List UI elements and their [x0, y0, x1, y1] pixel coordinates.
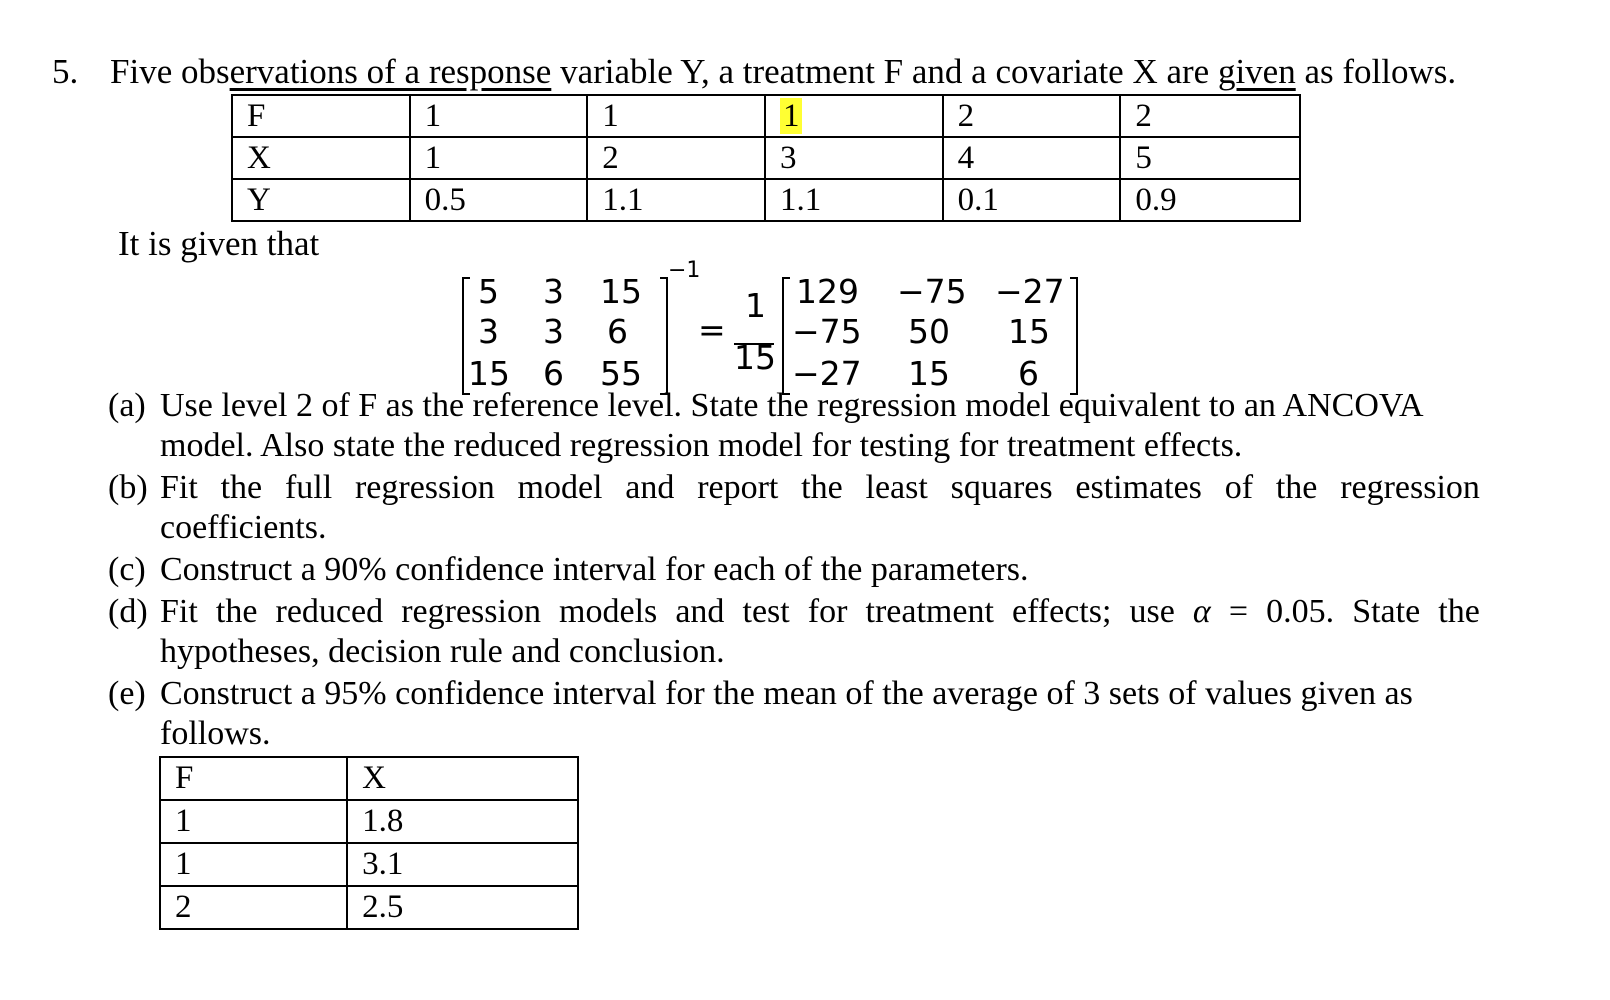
matrix-right-entry: 15: [1008, 312, 1050, 351]
highlighted-value: 1: [780, 98, 803, 134]
part-e-label: (e): [108, 675, 146, 712]
data-table: [231, 94, 1301, 222]
column-header-x: X: [347, 757, 578, 800]
part-b-word: the: [220, 469, 263, 506]
column-header-f: F: [160, 757, 347, 800]
table-header-row: [160, 757, 578, 800]
table-row-x: [232, 137, 1300, 179]
matrix-right-entry: 15: [908, 354, 950, 393]
table-cell: 0.9: [1120, 179, 1300, 221]
fraction-denominator: 15: [734, 338, 776, 377]
part-e-line-2: follows.: [160, 715, 271, 752]
matrix-right-entry: 129: [796, 272, 859, 311]
part-d-word: reduced: [275, 593, 384, 630]
equals-sign: =: [698, 310, 726, 349]
part-b-word: squares: [950, 469, 1053, 506]
table-cell: 2: [160, 886, 347, 929]
table-cell: 1: [410, 137, 588, 179]
row-label-x: X: [232, 137, 410, 179]
part-b-word: estimates: [1075, 469, 1202, 506]
row-label-f: F: [232, 95, 410, 137]
table-cell: 4: [943, 137, 1121, 179]
intro-part-1: Five obs: [110, 52, 230, 91]
values-table: [159, 756, 579, 930]
part-d-word: Fit: [160, 593, 198, 630]
part-d-word: for: [807, 593, 848, 630]
alpha-symbol: α: [1192, 593, 1211, 630]
fraction-numerator: 1: [745, 286, 766, 325]
table-cell: 2: [587, 137, 765, 179]
part-c-line-1: Construct a 90% confidence interval for each of the parameters.: [160, 551, 1029, 588]
part-b-word: the: [1275, 469, 1318, 506]
table-cell: 1.1: [587, 179, 765, 221]
matrix-right-entry: −27: [995, 272, 1065, 311]
part-b-word: model: [517, 469, 603, 506]
matrix-left-entry: 3: [543, 272, 564, 311]
part-d-word: the: [215, 593, 258, 630]
part-d-word: and: [675, 593, 725, 630]
intro-underlined-part: ervations of a response: [229, 52, 552, 91]
table-cell: 1.1: [765, 179, 943, 221]
part-e-line-1: Construct a 95% confidence interval for the mean of the average of 3 sets of values given as: [160, 675, 1413, 712]
part-d-line-2: hypotheses, decision rule and conclusion.: [160, 633, 725, 670]
table-row-y: [232, 179, 1300, 221]
part-d-word: =: [1228, 593, 1249, 630]
matrix-right-entry: 6: [1018, 354, 1039, 393]
part-b-word: report: [697, 469, 779, 506]
matrix-left-entry: 15: [600, 272, 642, 311]
part-d-word: the: [1438, 593, 1480, 630]
matrix-left-entry: 5: [478, 272, 499, 311]
part-b-label: (b): [108, 469, 148, 506]
table-cell: 2: [1120, 95, 1300, 137]
part-d-line-1: [160, 593, 1480, 631]
inverse-exponent: −1: [668, 258, 701, 283]
matrix-left-entry: 15: [468, 354, 510, 393]
part-d-word: State: [1352, 593, 1421, 630]
part-a-line-2: model. Also state the reduced regression model for testing for treatment effects.: [160, 427, 1243, 464]
table-cell: 1: [160, 800, 347, 843]
part-d-word: use: [1129, 593, 1175, 630]
part-d-word: 0.05.: [1266, 593, 1335, 630]
table-row: [160, 800, 578, 843]
matrix-left-entry: 6: [543, 354, 564, 393]
table-cell: 3: [765, 137, 943, 179]
matrix-right-entry: −27: [792, 354, 862, 393]
table-row: [160, 843, 578, 886]
table-cell: 0.5: [410, 179, 588, 221]
table-cell: 1: [587, 95, 765, 137]
part-b-word: least: [865, 469, 928, 506]
intro-underlined-given: given: [1217, 52, 1296, 91]
part-d-label: (d): [108, 593, 148, 630]
matrix-right-entry: −75: [897, 272, 967, 311]
part-a-line-1: Use level 2 of F as the reference level. State the regression model equivalent to an ANCOVA: [160, 387, 1424, 424]
row-label-y: Y: [232, 179, 410, 221]
table-cell: 2.5: [347, 886, 578, 929]
table-cell: 2: [943, 95, 1121, 137]
part-d-word: treatment: [865, 593, 994, 630]
matrix-right-entry: −75: [792, 312, 862, 351]
part-d-word: effects;: [1012, 593, 1112, 630]
part-b-line-2: coefficients.: [160, 509, 327, 546]
table-cell: 1: [410, 95, 588, 137]
given-text: It is given that: [118, 224, 320, 263]
part-b-word: full: [284, 469, 333, 506]
question-number: 5.: [52, 52, 79, 91]
part-d-word: models: [559, 593, 658, 630]
part-d-word: regression: [401, 593, 541, 630]
table-cell: 1.8: [347, 800, 578, 843]
part-a-label: (a): [108, 387, 146, 424]
part-b-word: Fit: [160, 469, 198, 506]
table-cell: 0.1: [943, 179, 1121, 221]
intro-part-3: as follows.: [1295, 52, 1457, 91]
intro-part-2: variable Y, a treatment F and a covariate X are: [551, 52, 1218, 91]
matrix-right-entry: 50: [908, 312, 950, 351]
part-b-line-1: [160, 469, 1480, 507]
part-b-word: regression: [1340, 469, 1480, 506]
table-cell: 5: [1120, 137, 1300, 179]
matrix-equation: [460, 258, 1100, 406]
matrix-left-entry: 3: [543, 312, 564, 351]
table-row: [160, 886, 578, 929]
part-b-word: and: [625, 469, 675, 506]
part-d-word: test: [742, 593, 790, 630]
table-cell: 1: [160, 843, 347, 886]
table-cell: [765, 95, 943, 137]
part-b-word: of: [1224, 469, 1254, 506]
part-b-word: the: [801, 469, 843, 506]
matrix-left-entry: 6: [607, 312, 628, 351]
matrix-left-entry: 3: [478, 312, 499, 351]
table-cell: 3.1: [347, 843, 578, 886]
part-b-word: regression: [354, 469, 495, 506]
question-intro: [110, 52, 1456, 92]
part-c-label: (c): [108, 551, 146, 588]
matrix-left-entry: 55: [600, 354, 642, 393]
table-row-f: [232, 95, 1300, 137]
